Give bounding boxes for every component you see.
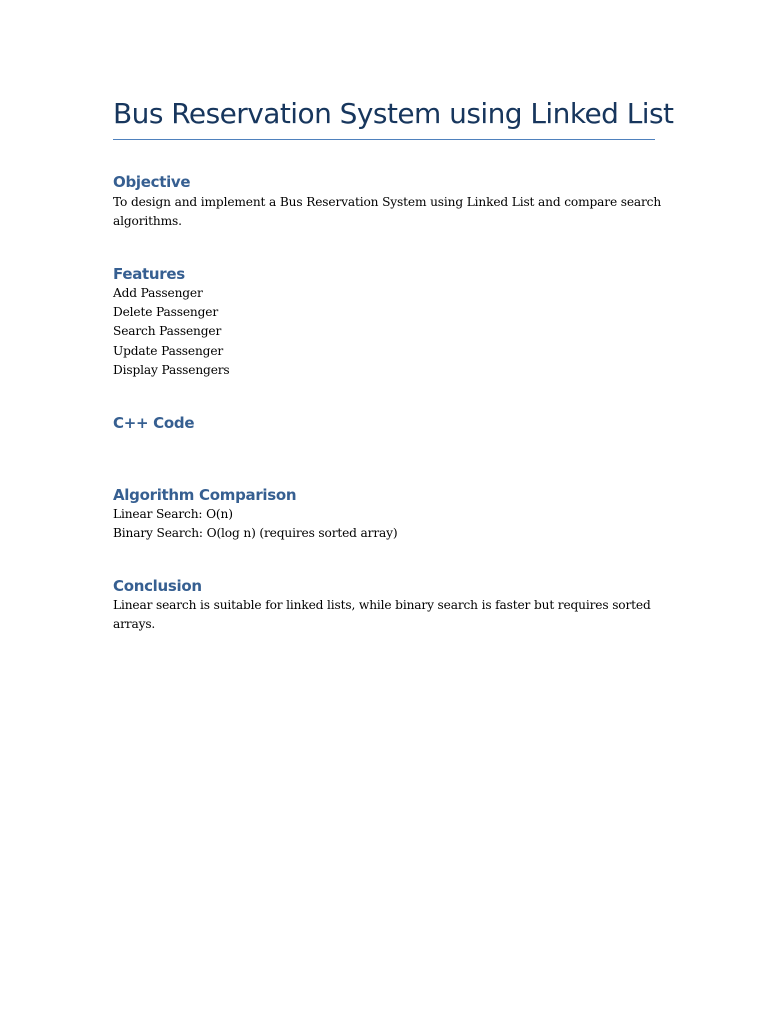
algorithm-comparison-paragraph bbox=[113, 505, 655, 544]
code-heading: C++ Code bbox=[113, 414, 195, 432]
conclusion-heading: Conclusion bbox=[113, 577, 202, 595]
conclusion-line: Linear search is suitable for linked lists, while binary search is faster but requires sorted bbox=[113, 598, 651, 612]
algorithm-comparison-heading: Algorithm Comparison bbox=[113, 486, 297, 504]
feature-item: Display Passengers bbox=[113, 362, 230, 377]
features-list bbox=[113, 284, 230, 380]
document-title: Bus Reservation System using Linked List bbox=[113, 97, 674, 130]
features-heading: Features bbox=[113, 265, 185, 283]
title-underline bbox=[113, 139, 655, 140]
objective-line: To design and implement a Bus Reservation System using Linked List and compare search bbox=[113, 195, 662, 209]
objective-heading: Objective bbox=[113, 173, 191, 191]
objective-line: algorithms. bbox=[113, 214, 182, 229]
conclusion-paragraph bbox=[113, 596, 655, 635]
feature-item: Search Passenger bbox=[113, 324, 222, 339]
feature-item: Add Passenger bbox=[113, 286, 203, 300]
feature-item: Update Passenger bbox=[113, 343, 224, 358]
objective-paragraph bbox=[113, 193, 662, 232]
conclusion-line: arrays. bbox=[113, 617, 156, 632]
feature-item: Delete Passenger bbox=[113, 305, 219, 320]
algorithm-line: Binary Search: O(log n) (requires sorted array) bbox=[113, 526, 398, 541]
algorithm-line: Linear Search: O(n) bbox=[113, 507, 233, 521]
